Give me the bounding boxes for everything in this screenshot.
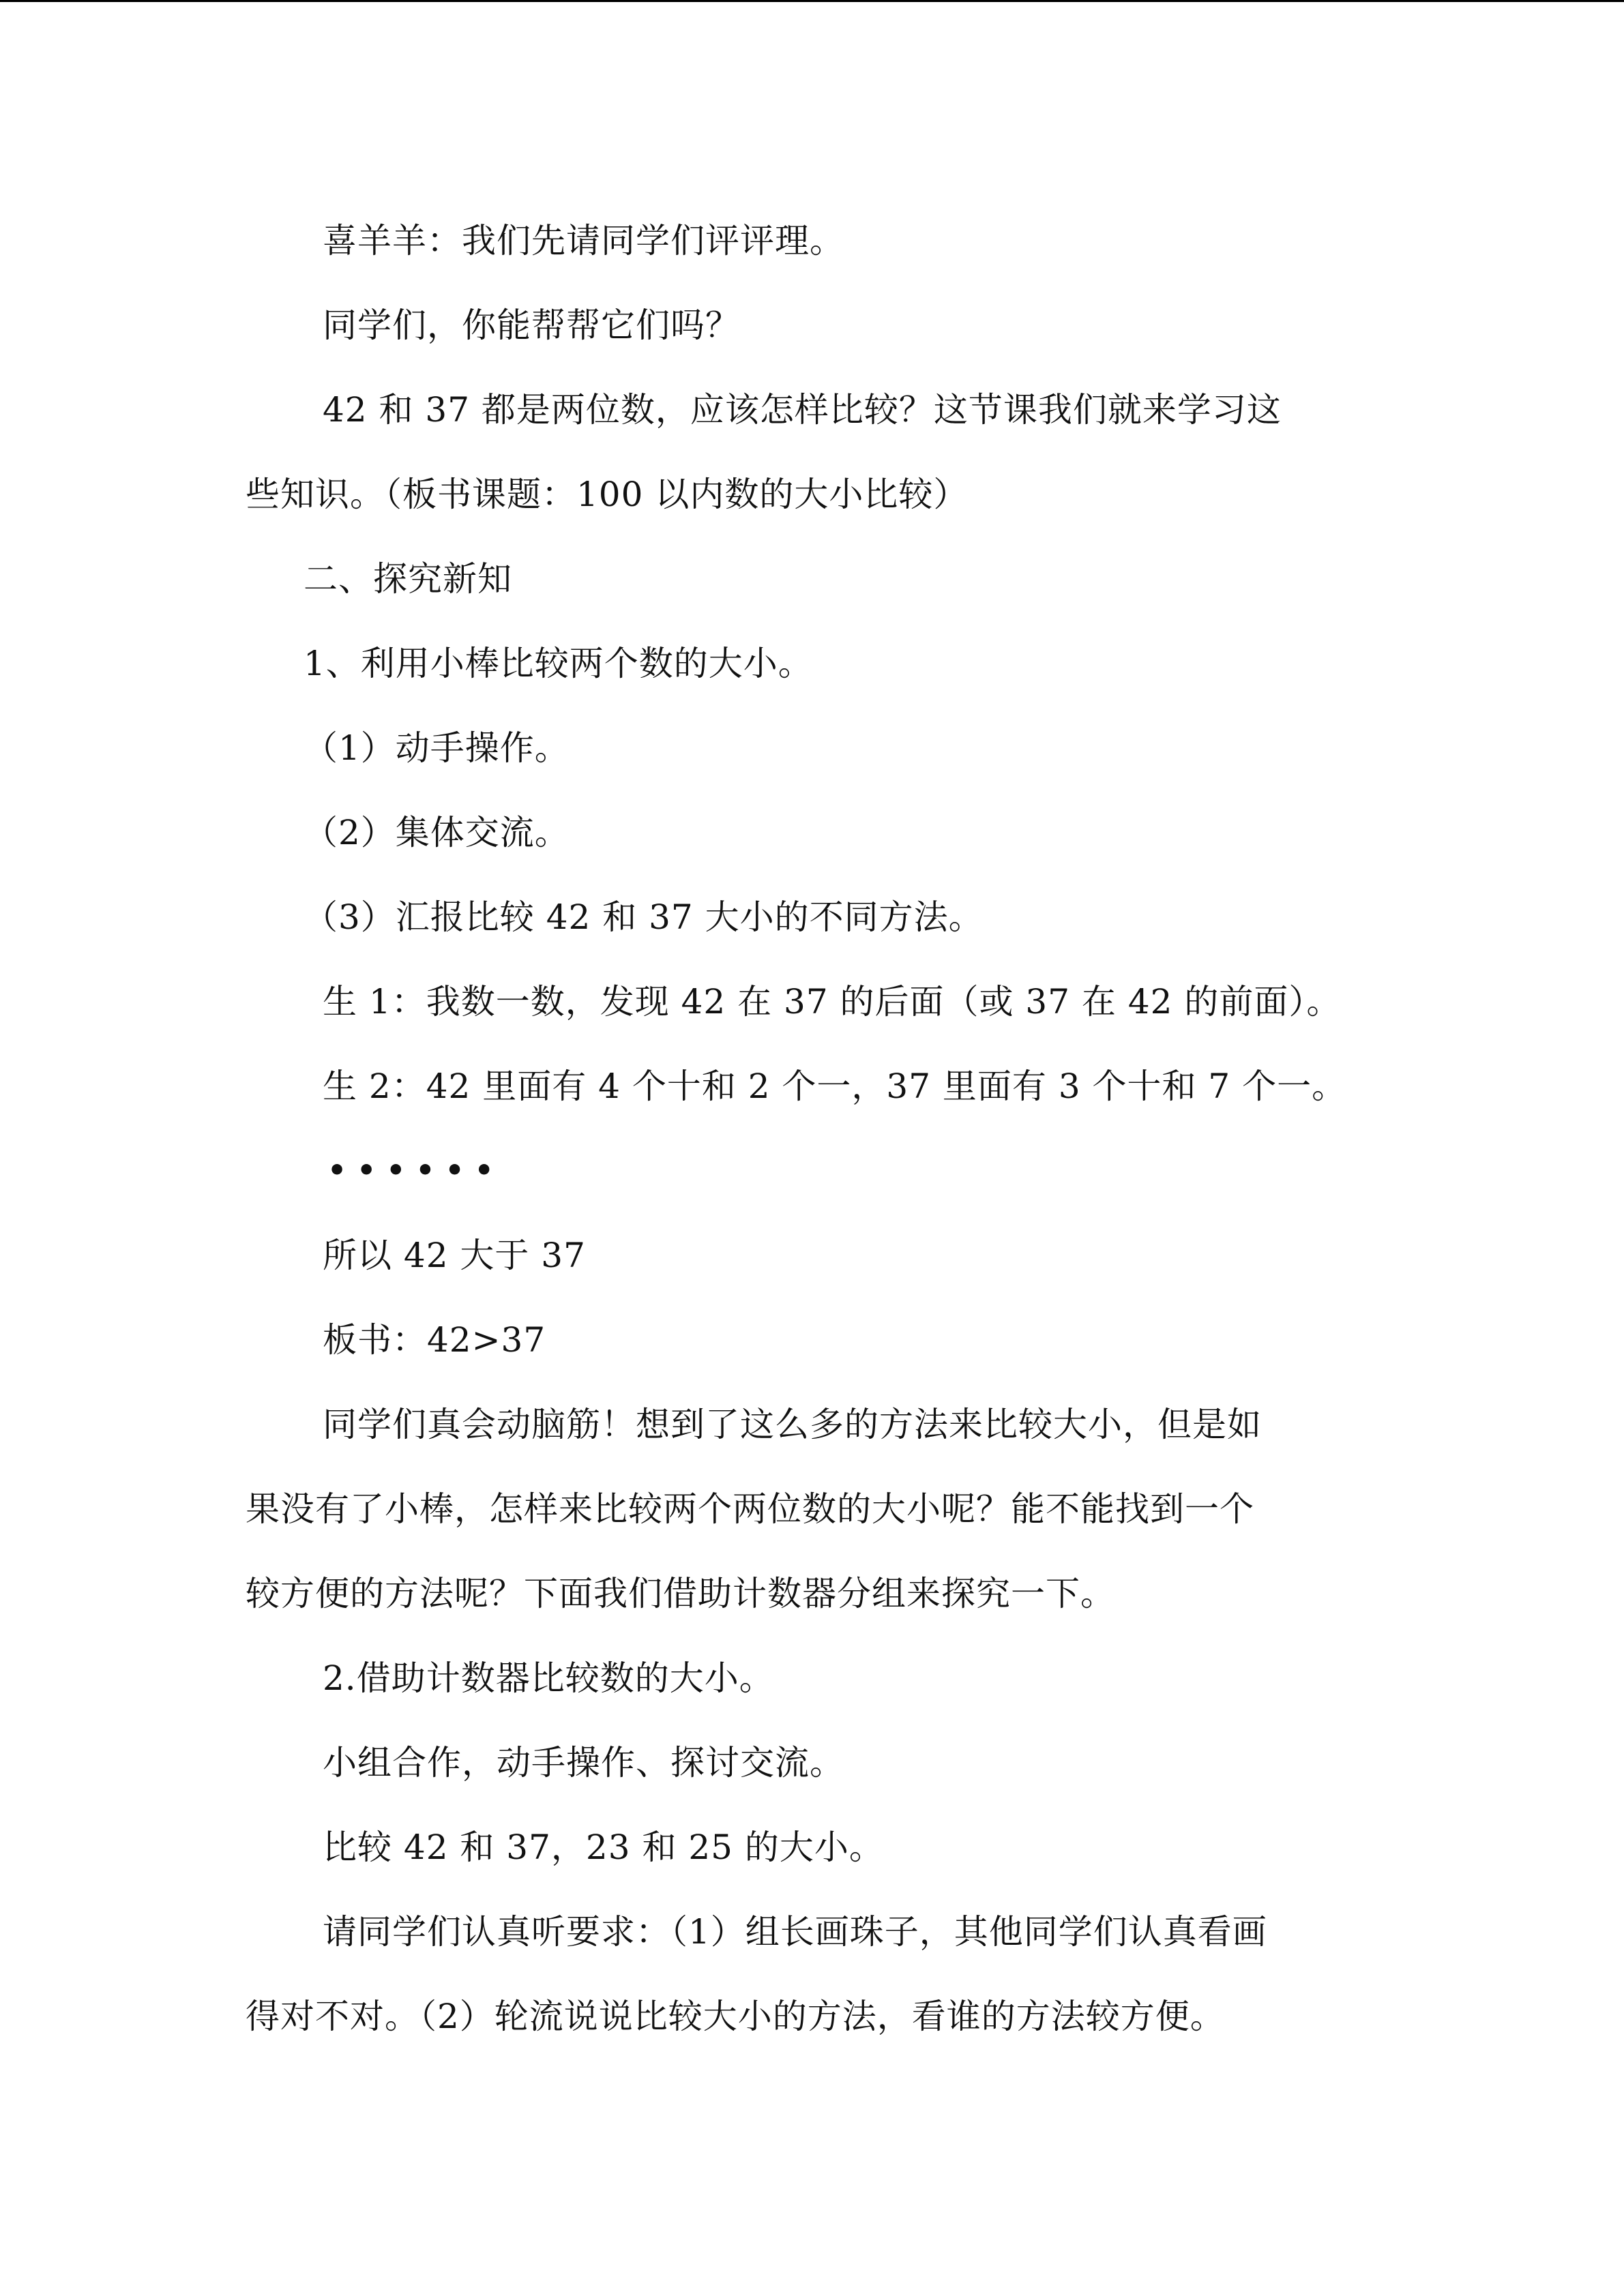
list-item: （1）动手操作。 bbox=[304, 728, 570, 768]
paragraph-line: 同学们，你能帮帮它们吗？ bbox=[323, 305, 740, 345]
paragraph-line: 些知识。（板书课题：100 以内数的大小比较） bbox=[246, 475, 969, 514]
paragraph-line: 同学们真会动脑筋！想到了这么多的方法来比较大小，但是如 bbox=[323, 1405, 1262, 1444]
paragraph-line: 所以 42 大于 37 bbox=[323, 1236, 586, 1275]
paragraph-line: 喜羊羊：我们先请同学们评评理。 bbox=[323, 221, 844, 260]
subsection-heading: 1、利用小棒比较两个数的大小。 bbox=[304, 644, 813, 683]
paragraph-line: 得对不对。（2）轮流说说比较大小的方法，看谁的方法较方便。 bbox=[246, 1997, 1225, 2036]
paragraph-line: 42 和 37 都是两位数，应该怎样比较？这节课我们就来学习这 bbox=[323, 390, 1282, 430]
paragraph-line: 比较 42 和 37，23 和 25 的大小。 bbox=[323, 1828, 884, 1867]
paragraph-line: 果没有了小棒，怎样来比较两个两位数的大小呢？能不能找到一个 bbox=[246, 1489, 1254, 1529]
subsection-heading: 2.借助计数器比较数的大小。 bbox=[323, 1658, 774, 1698]
list-item: （3）汇报比较 42 和 37 大小的不同方法。 bbox=[304, 897, 984, 937]
paragraph-line: 生 2：42 里面有 4 个十和 2 个一，37 里面有 3 个十和 7 个一。 bbox=[323, 1067, 1347, 1106]
paragraph-line: 小组合作，动手操作、探讨交流。 bbox=[323, 1743, 844, 1783]
list-item: （2）集体交流。 bbox=[304, 813, 570, 852]
paragraph-line: 较方便的方法呢？下面我们借助计数器分组来探究一下。 bbox=[246, 1574, 1115, 1613]
section-heading: 二、探究新知 bbox=[304, 559, 512, 599]
ellipsis-dots: •••••• bbox=[327, 1153, 504, 1188]
paragraph-line: 生 1：我数一数，发现 42 在 37 的后面（或 37 在 42 的前面）。 bbox=[323, 982, 1342, 1022]
paragraph-line: 板书：42>37 bbox=[323, 1320, 546, 1360]
paragraph-line: 请同学们认真听要求：（1）组长画珠子，其他同学们认真看画 bbox=[323, 1912, 1267, 1952]
